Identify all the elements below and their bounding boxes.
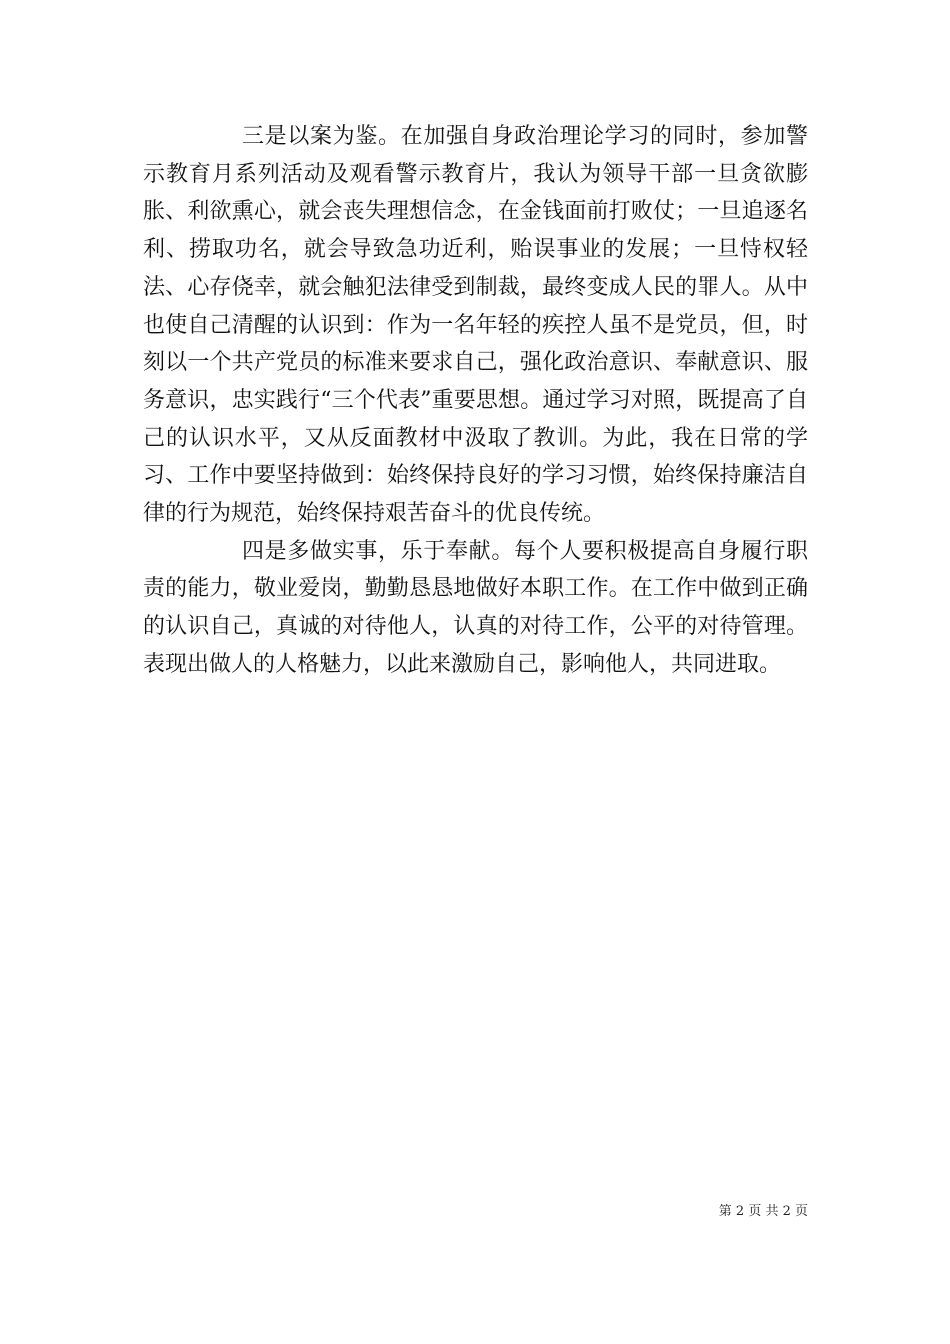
paragraph-do-practical-work: 四是多做实事，乐于奉献。每个人要积极提高自身履行职责的能力，敬业爱岗，勤勤恳恳地做好本职工作。在工作中做到正确的认识自己，真诚的对待他人，认真的对待工作，公平的对待管理。表现出做人的人格魅力，以此来激励自己，影响他人，共同进取。 [143, 538, 808, 677]
document-body [143, 118, 808, 684]
page-number-footer: 第 2 页 共 2 页 [718, 1204, 808, 1219]
paragraph-lesson-from-cases: 三是以案为鉴。在加强自身政治理论学习的同时，参加警示教育月系列活动及观看警示教育片，我认为领导干部一旦贪欲膨胀、利欲熏心，就会丧失理想信念，在金钱面前打败仗；一旦追逐名利、捞取功名，就会导致急功近利，贻误事业的发展；一旦恃权轻法、心存侥幸，就会触犯法律受到制裁，最终变成人民的罪人。从中也使自己清醒的认识到：作为一名年轻的疾控人虽不是党员，但，时刻以一个共产党员的标准来要求自己，强化政治意识、奉献意识、服务意识，忠实践行“三个代表”重要思想。通过学习对照，既提高了自己的认识水平，又从反面教材中汲取了教训。为此，我在日常的学习、工作中要坚持做到：始终保持良好的学习习惯，始终保持廉洁自律的行为规范，始终保持艰苦奋斗的优良传统。 [143, 124, 808, 527]
